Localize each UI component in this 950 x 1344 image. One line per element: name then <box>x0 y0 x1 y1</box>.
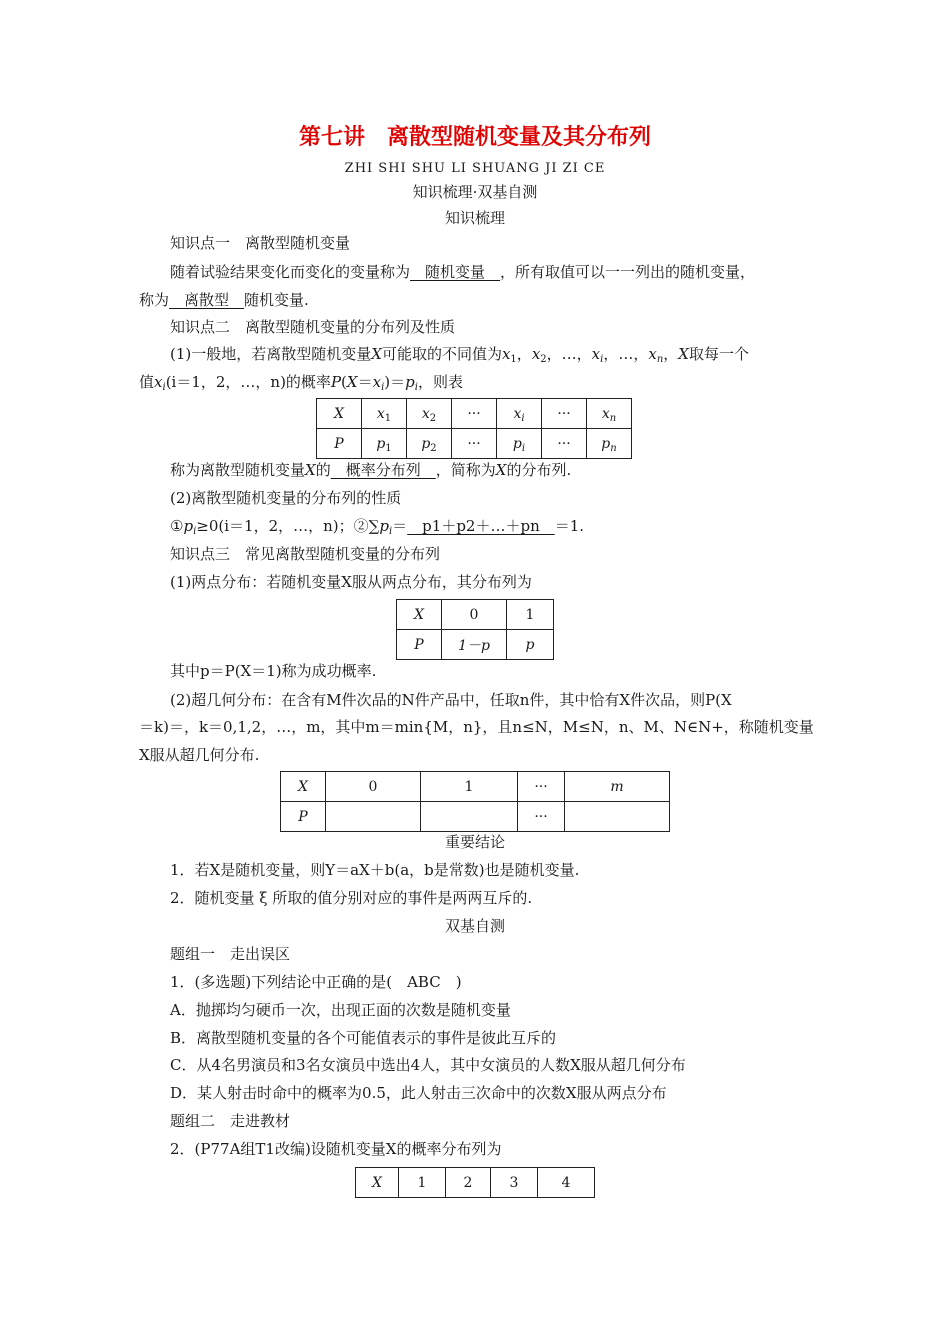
table-cell: $p_n$ <box>587 429 632 459</box>
kp2-p2: (2)离散型随机变量的分布列的性质 <box>170 489 402 507</box>
table-cell: p <box>507 630 554 660</box>
table-cell: X <box>397 600 442 630</box>
kp1-heading: 知识点一 离散型随机变量 <box>170 234 351 252</box>
hypergeometric-table <box>280 771 670 832</box>
option-c: C．从4名男演员和3名女演员中选出4人，其中女演员的人数X服从超几何分布 <box>170 1056 686 1074</box>
table-cell: $x_i$ <box>497 399 542 429</box>
table-cell: ··· <box>518 802 565 832</box>
distribution-table <box>316 398 632 459</box>
table-cell: $x_2$ <box>407 399 452 429</box>
option-a: A．抛掷均匀硬币一次，出现正面的次数是随机变量 <box>170 1001 511 1019</box>
two-point-table <box>396 599 554 660</box>
table-cell: 3 <box>491 1168 538 1198</box>
group1-heading: 题组一 走出误区 <box>170 945 291 963</box>
table-cell: 1 <box>507 600 554 630</box>
kp1-line1: 随着试验结果变化而变化的变量称为 随机变量 ，所有取值可以一一列出的随机变量， <box>170 263 756 281</box>
kp3-hyper-line2: ＝k)＝，k＝0,1,2，…，m，其中m＝min{M，n}，且n≤N，M≤N，n、M、N∈N+，称随机变量 <box>139 718 814 736</box>
table-cell: 1 <box>399 1168 446 1198</box>
table-cell: $p_i$ <box>497 429 542 459</box>
table-cell: P <box>397 630 442 660</box>
table-row <box>317 429 632 459</box>
question2-table <box>355 1167 595 1198</box>
kp2-p1-line2: 值$x_i(i=1$，2，…，n)的概率$P(X=x_i)=p_i$，则表 <box>139 373 463 393</box>
conclusion-item: 1．若X是随机变量，则Y＝aX＋b(a，b是常数)也是随机变量. <box>170 861 580 879</box>
table-cell: X <box>317 399 362 429</box>
group2-heading: 题组二 走进教材 <box>170 1112 291 1130</box>
selftest-heading: 双基自测 <box>444 917 505 935</box>
table-cell: P <box>281 802 326 832</box>
kp2-heading: 知识点二 离散型随机变量的分布列及性质 <box>170 318 456 336</box>
kp3-success: 其中p＝P(X＝1)称为成功概率. <box>170 662 377 680</box>
conclusions-heading: 重要结论 <box>444 833 505 851</box>
table-cell: ··· <box>542 429 587 459</box>
table-row <box>356 1168 595 1198</box>
table-cell <box>565 802 670 832</box>
table-row <box>397 600 554 630</box>
kp2-p1-line1: (1)一般地，若离散型随机变量X可能取的不同值为$x_1$，$x_2$，…，$x_i$，…，$x_n$，X取每一个 <box>170 345 749 365</box>
table-cell: X <box>281 772 326 802</box>
question-1: 1．(多选题)下列结论中正确的是( ABC ) <box>170 973 462 991</box>
table-cell: m <box>565 772 670 802</box>
table-cell: $p_1$ <box>362 429 407 459</box>
blank-probability-distribution: 概率分布列 <box>330 461 436 479</box>
section-heading-knowledge: 知识梳理 <box>444 209 505 227</box>
kp1-line2: 称为 离散型 随机变量. <box>139 291 309 309</box>
table-cell <box>326 802 421 832</box>
table-cell: X <box>356 1168 399 1198</box>
table-cell: 0 <box>326 772 421 802</box>
table-cell <box>421 802 518 832</box>
blank-discrete: 离散型 <box>169 291 245 309</box>
kp2-after-table: 称为离散型随机变量X的 概率分布列 ，简称为X的分布列. <box>170 461 572 479</box>
option-b: B．离散型随机变量的各个可能值表示的事件是彼此互斥的 <box>170 1029 557 1047</box>
table-cell: $x_1$ <box>362 399 407 429</box>
option-d: D．某人射击时命中的概率为0.5，此人射击三次命中的次数X服从两点分布 <box>170 1084 667 1102</box>
blank-sum: p1＋p2＋…＋pn <box>407 517 555 535</box>
table-cell: 0 <box>442 600 507 630</box>
table-row <box>317 399 632 429</box>
table-cell: 1－p <box>442 630 507 660</box>
table-cell: ··· <box>542 399 587 429</box>
table-cell: $p_2$ <box>407 429 452 459</box>
pinyin-subtitle: ZHI SHI SHU LI SHUANG JI ZI CE <box>344 161 606 176</box>
table-cell: 1 <box>421 772 518 802</box>
kp3-hyper-line3: X服从超几何分布. <box>139 746 260 764</box>
table-cell: P <box>317 429 362 459</box>
table-cell: 2 <box>446 1168 491 1198</box>
section-subtitle: 知识梳理·双基自测 <box>412 183 538 201</box>
conclusion-item: 2．随机变量 ξ 所取的值分别对应的事件是两两互斥的. <box>170 889 533 907</box>
table-cell: $x_n$ <box>587 399 632 429</box>
kp3-heading: 知识点三 常见离散型随机变量的分布列 <box>170 545 441 563</box>
table-cell: 4 <box>538 1168 595 1198</box>
question-2: 2．(P77A组T1改编)设随机变量X的概率分布列为 <box>170 1140 502 1158</box>
table-cell: ··· <box>518 772 565 802</box>
kp3-hyper-line1: (2)超几何分布：在含有M件次品的N件产品中，任取n件，其中恰有X件次品，则P(X <box>170 691 732 709</box>
table-row <box>281 772 670 802</box>
table-row <box>281 802 670 832</box>
page-title: 第七讲 离散型随机变量及其分布列 <box>298 124 651 150</box>
blank-random-variable: 随机变量 <box>410 263 501 281</box>
table-cell: ··· <box>452 429 497 459</box>
kp2-properties: $①p_i\ge 0(i=1$，2，…，n)；$②\sum p_i=$ p1＋p2＋…＋pn ＝1. <box>170 517 585 537</box>
table-cell: ··· <box>452 399 497 429</box>
kp3-two-point: (1)两点分布：若随机变量X服从两点分布，其分布列为 <box>170 573 532 591</box>
table-row <box>397 630 554 660</box>
